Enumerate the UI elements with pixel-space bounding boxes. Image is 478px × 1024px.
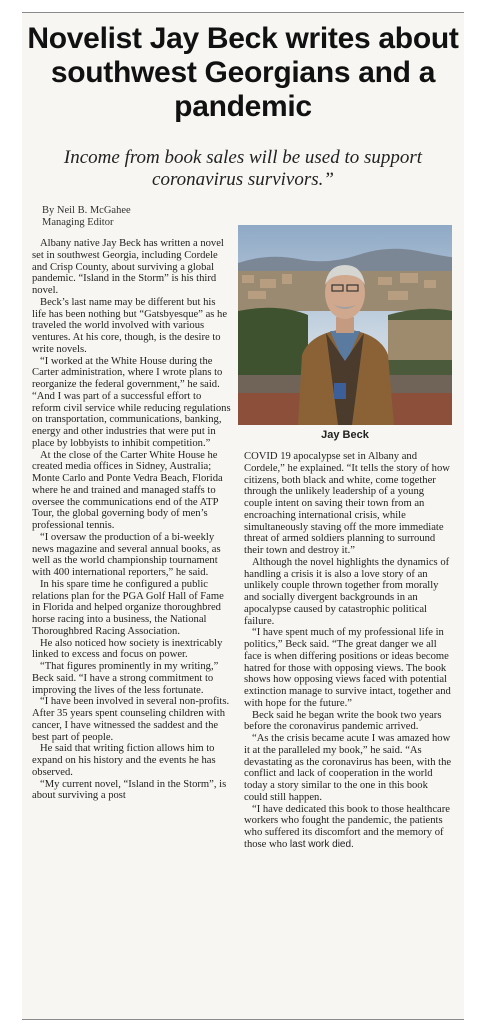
paragraph: “I have been involved in several non-profits. After 35 years spent counseling children with cancer, I have witnessed the saddest and the best part of people. <box>32 696 230 743</box>
final-line-start: those who <box>244 838 290 850</box>
author-photo-image <box>238 225 452 425</box>
final-line <box>244 839 452 851</box>
paragraph: At the close of the Carter White House he created media offices in Sidney, Australia; Monte Carlo and Ponte Vedra Beach, Florida where he and trained and managed staffs to oversee the communications end of the ATP Tour, the global governing body of men’s professional tennis. <box>32 449 223 531</box>
paragraph: “My current novel, “Island in the Storm”, is about surviving a post <box>32 778 227 802</box>
paragraph: Albany native Jay Beck has written a novel set in southwest Georgia, including Cordele and Crisp County, about surviving a global pandemic. “Island in the Storm” is his third novel. <box>32 238 224 296</box>
paragraph: “I have dedicated this book to those healthcare workers who fought the pandemic, the patients who suffered its discomfort and the memory of <box>244 803 450 838</box>
subheadline: Income from book sales will be used to support coronavirus survivors.” <box>63 147 423 190</box>
author-photo <box>238 225 452 425</box>
photo-caption: Jay Beck <box>321 429 369 441</box>
final-line-end: last work died. <box>289 838 354 850</box>
paragraph: “As the crisis became acute I was amazed how it at the paralleled my book,” he said. “As devastating as the coronavirus has been, with the conflict and lack of cooperation in the world today a story similar to the one in this book could still happen. <box>244 733 452 803</box>
byline <box>42 205 242 229</box>
paragraph: Although the novel highlights the dynamics of handling a crisis it is also a love story of an unlikely couple thrown together from morally and socially divergent backgrounds in an apocalypse caused by catastrophic political failure. <box>244 556 450 627</box>
paragraph: “I worked at the White House during the Carter administration, where I wrote plans to reorganize the federal government,” he said. “And I was part of a successful effort to reform civil service while reducing regulations on transportation, communications, banking, energy and other industries that were put in place by lobbyists to inhibit competition.” <box>32 355 231 449</box>
paragraph: In his spare time he configured a public relations plan for the PGA Golf Hall of Fame in Florida and helped organize thoroughbred horse racing into a business, the National Thoroughbred Racing Association. <box>32 578 224 637</box>
paragraph: He said that writing fiction allows him to expand on his history and the events he has observed. <box>32 743 216 778</box>
paragraph: “That figures prominently in my writing,” Beck said. “I have a strong commitment to improving the lives of the less fortunate. <box>32 661 219 696</box>
paragraph: Beck said he began write the book two years before the coronavirus pandemic arrived. <box>244 709 442 733</box>
headline: Novelist Jay Beck writes about southwest Georgians and a pandemic <box>27 22 459 123</box>
paragraph: He also noticed how society is inextricably linked to excess and focus on power. <box>32 637 223 661</box>
article-column-left <box>32 238 232 802</box>
paragraph: “I have spent much of my professional life in politics,” Beck said. “The great danger we all face is when differing positions or ideas become hatred for those with opposing views. The book shows how opposing views faced with potential extinction manage to survive intact, together and with hope for the future.” <box>244 627 451 709</box>
byline-author: By Neil B. McGahee <box>42 205 131 216</box>
paragraph: Beck’s last name may be different but his life has been nothing but “Gatsbyesque” as he traveled the world involved with various ventures. At his core, though, is the desire to write novels. <box>32 296 228 355</box>
article-column-right <box>244 451 452 851</box>
byline-title: Managing Editor <box>42 217 114 228</box>
paragraph: COVID 19 apocalypse set in Albany and Cordele,” he explained. “It tells the story of how citizens, both black and white, come together through the unlikely leadership of a young couple intent on saving their town from an encroaching international crisis, while simultaneously staving off the more immediate threat of armed soldiers planning to surround their town and destroy it.” <box>244 451 450 556</box>
paragraph: “I oversaw the production of a bi-weekly news magazine and several annual books, as well as the world championship tournament with 400 international reporters,” he said. <box>32 531 221 578</box>
